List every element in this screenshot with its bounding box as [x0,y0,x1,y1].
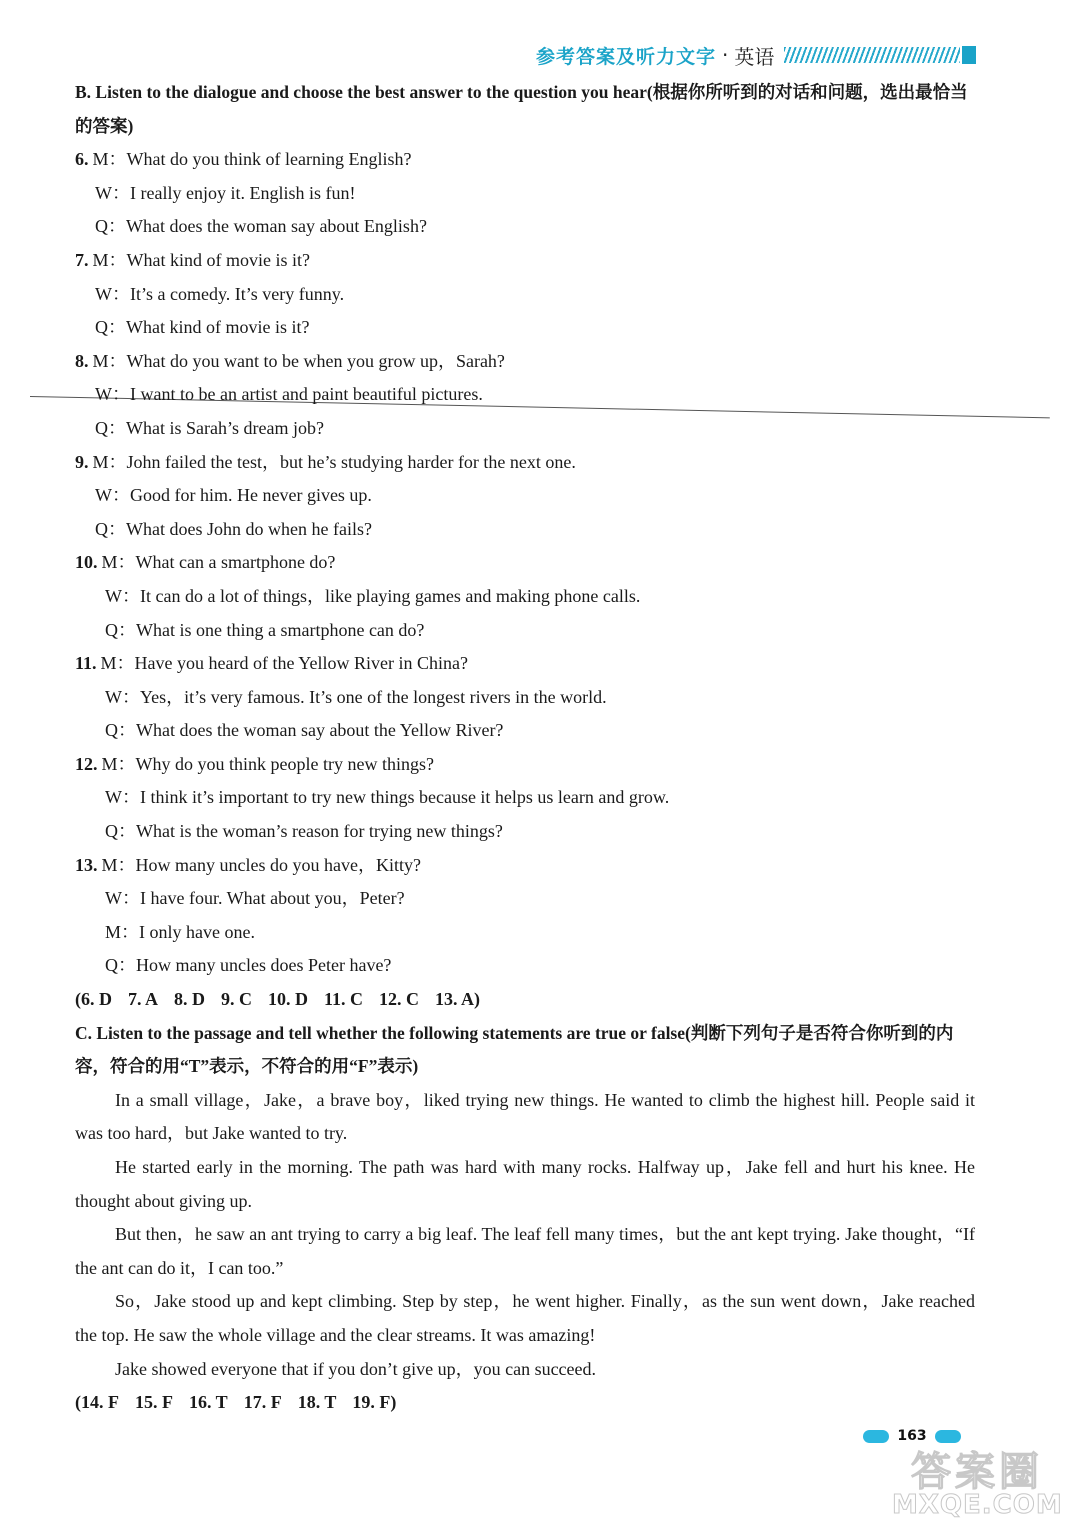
dialogue-line [75,580,975,614]
dialogue-line [75,513,975,547]
answer-item: 15. F [135,1392,173,1413]
dialogue-text: W：It’s a comedy. It’s very funny. [95,283,345,304]
dialogue-text: M：What do you think of learning English? [92,149,412,170]
dialogue-text: M：How many uncles do you have，Kitty? [101,854,421,875]
dialogue-line [75,311,975,345]
dialogue-line [75,849,975,883]
question-number: 6. [75,149,89,170]
passage-paragraph: So，Jake stood up and kept climbing. Step by step，he went higher. Finally，as the sun went down，Jake reached the top. He saw the whole village and the clear streams. It was amazing! [75,1291,975,1345]
question-number: 10. [75,552,98,573]
answer-item: 16. T [189,1392,228,1413]
dialogue-text: W：It can do a lot of things，like playing games and making phone calls. [105,585,641,606]
dialogue-text: Q：How many uncles does Peter have? [105,955,392,976]
dialogue-text: M：Have you heard of the Yellow River in China? [100,653,468,674]
dialogue-line [75,748,975,782]
dialogue-text: M：John failed the test，but he’s studying harder for the next one. [92,451,576,472]
dialogue-text: Q：What is the woman’s reason for trying new things? [105,821,503,842]
dialogue-text: M：What can a smartphone do? [101,552,336,573]
dialogue-line [75,781,975,815]
dialogue-line [75,345,975,379]
answer-item: 19. F) [352,1392,397,1413]
question-number: 7. [75,249,89,270]
answer-item: 10. D [268,989,309,1010]
header-stripe-bar [784,47,960,63]
watermark-line1: 答案圈 [911,1449,1043,1495]
right-pill-decoration [935,1430,961,1443]
dialogue-line [75,815,975,849]
question-number: 12. [75,753,98,774]
question-number: 8. [75,350,89,371]
dialogue-line [75,681,975,715]
dialogue-text: Q：What kind of movie is it? [95,317,310,338]
dialogue-text: Q：What does the woman say about English? [95,216,427,237]
dialogue-line [75,916,975,950]
page-footer [862,1426,962,1446]
dialogue-line [75,647,975,681]
watermark-logo [892,1449,1063,1530]
answer-item: 8. D [174,989,206,1010]
answer-item: (6. D [75,989,112,1010]
dialogue-line [75,244,975,278]
question-number: 11. [75,653,97,674]
dialogue-line [75,210,975,244]
section-b-answers [75,983,975,1017]
answer-item: 7. A [128,989,159,1010]
section-c-answers [75,1386,975,1420]
dialogue-line [75,378,975,412]
section-c-title: C. Listen to the passage and tell whether the following statements are true or false(判断下列句子是否符合你听到的内容，符合的用“T”表示，不符合的用“F”表示) [75,1022,954,1077]
dialogue-text: M：What do you want to be when you grow up，Sarah? [92,350,505,371]
dialogue-line [75,412,975,446]
answer-item: 13. A) [435,989,481,1010]
answer-item: 18. T [297,1392,337,1413]
page-content [75,76,975,1420]
dialogue-text: Q：What does John do when he fails? [95,518,372,539]
header-block [962,46,976,64]
dialogue-line [75,714,975,748]
answer-item: 17. F [243,1392,282,1413]
dialogue-line [75,546,975,580]
dialogue-text: M：I only have one. [105,921,255,942]
answer-item: 11. C [324,989,364,1010]
question-number: 9. [75,451,89,472]
dialogue-list [75,143,975,983]
dialogue-text: Q：What is one thing a smartphone can do? [105,619,425,640]
dialogue-text: Q：What does the woman say about the Yellow River? [105,720,504,741]
passage-paragraph: In a small village，Jake，a brave boy，liked trying new things. He wanted to climb the highest hill. People said it was too hard，but Jake wanted to try. [75,1089,975,1144]
dialogue-text: W：I really enjoy it. English is fun! [95,182,356,203]
dialogue-text: W：I think it’s important to try new things because it helps us learn and grow. [105,787,670,808]
left-pill-decoration [863,1430,889,1443]
passage-paragraph: Jake showed everyone that if you don’t give up，you can succeed. [115,1358,597,1379]
dialogue-line [75,882,975,916]
dialogue-line [75,949,975,983]
header-title: 参考答案及听力文字 [536,45,717,68]
header-subject: 英语 [734,44,775,69]
page-number: 163 [897,1428,927,1444]
dialogue-line [75,479,975,513]
answer-item: (14. F [75,1392,119,1413]
passage-paragraph: But then，he saw an ant trying to carry a big leaf. The leaf fell many times，but the ant kept trying. Jake thought，“If the ant can do it，I can too.” [75,1224,975,1278]
dialogue-text: M：What kind of movie is it? [92,249,310,270]
dialogue-line [75,177,975,211]
passage [75,1084,975,1386]
watermark-line2: MXQE.COM [892,1490,1063,1520]
page-header [536,40,976,70]
header-separator: · [722,43,729,67]
dialogue-text: M：Why do you think people try new things? [101,753,434,774]
dialogue-text: W：I have four. What about you，Peter? [105,888,405,909]
question-number: 13. [75,854,98,875]
dialogue-text: Q：What is Sarah’s dream job? [95,417,324,438]
dialogue-text: W：I want to be an artist and paint beautiful pictures. [95,384,483,405]
answer-item: 9. C [221,989,253,1010]
answer-item: 12. C [379,989,420,1010]
dialogue-line [75,278,975,312]
dialogue-text: W：Good for him. He never gives up. [95,485,372,506]
section-b-title: B. Listen to the dialogue and choose the best answer to the question you hear(根据你所听到的对话和问题，选出最恰当的答案) [75,82,968,136]
dialogue-text: W：Yes，it’s very famous. It’s one of the longest rivers in the world. [105,686,607,707]
dialogue-line [75,614,975,648]
dialogue-line [75,143,975,177]
dialogue-line [75,446,975,480]
passage-paragraph: He started early in the morning. The path was hard with many rocks. Halfway up，Jake fell and hurt his knee. He thought about giving up. [75,1157,975,1211]
